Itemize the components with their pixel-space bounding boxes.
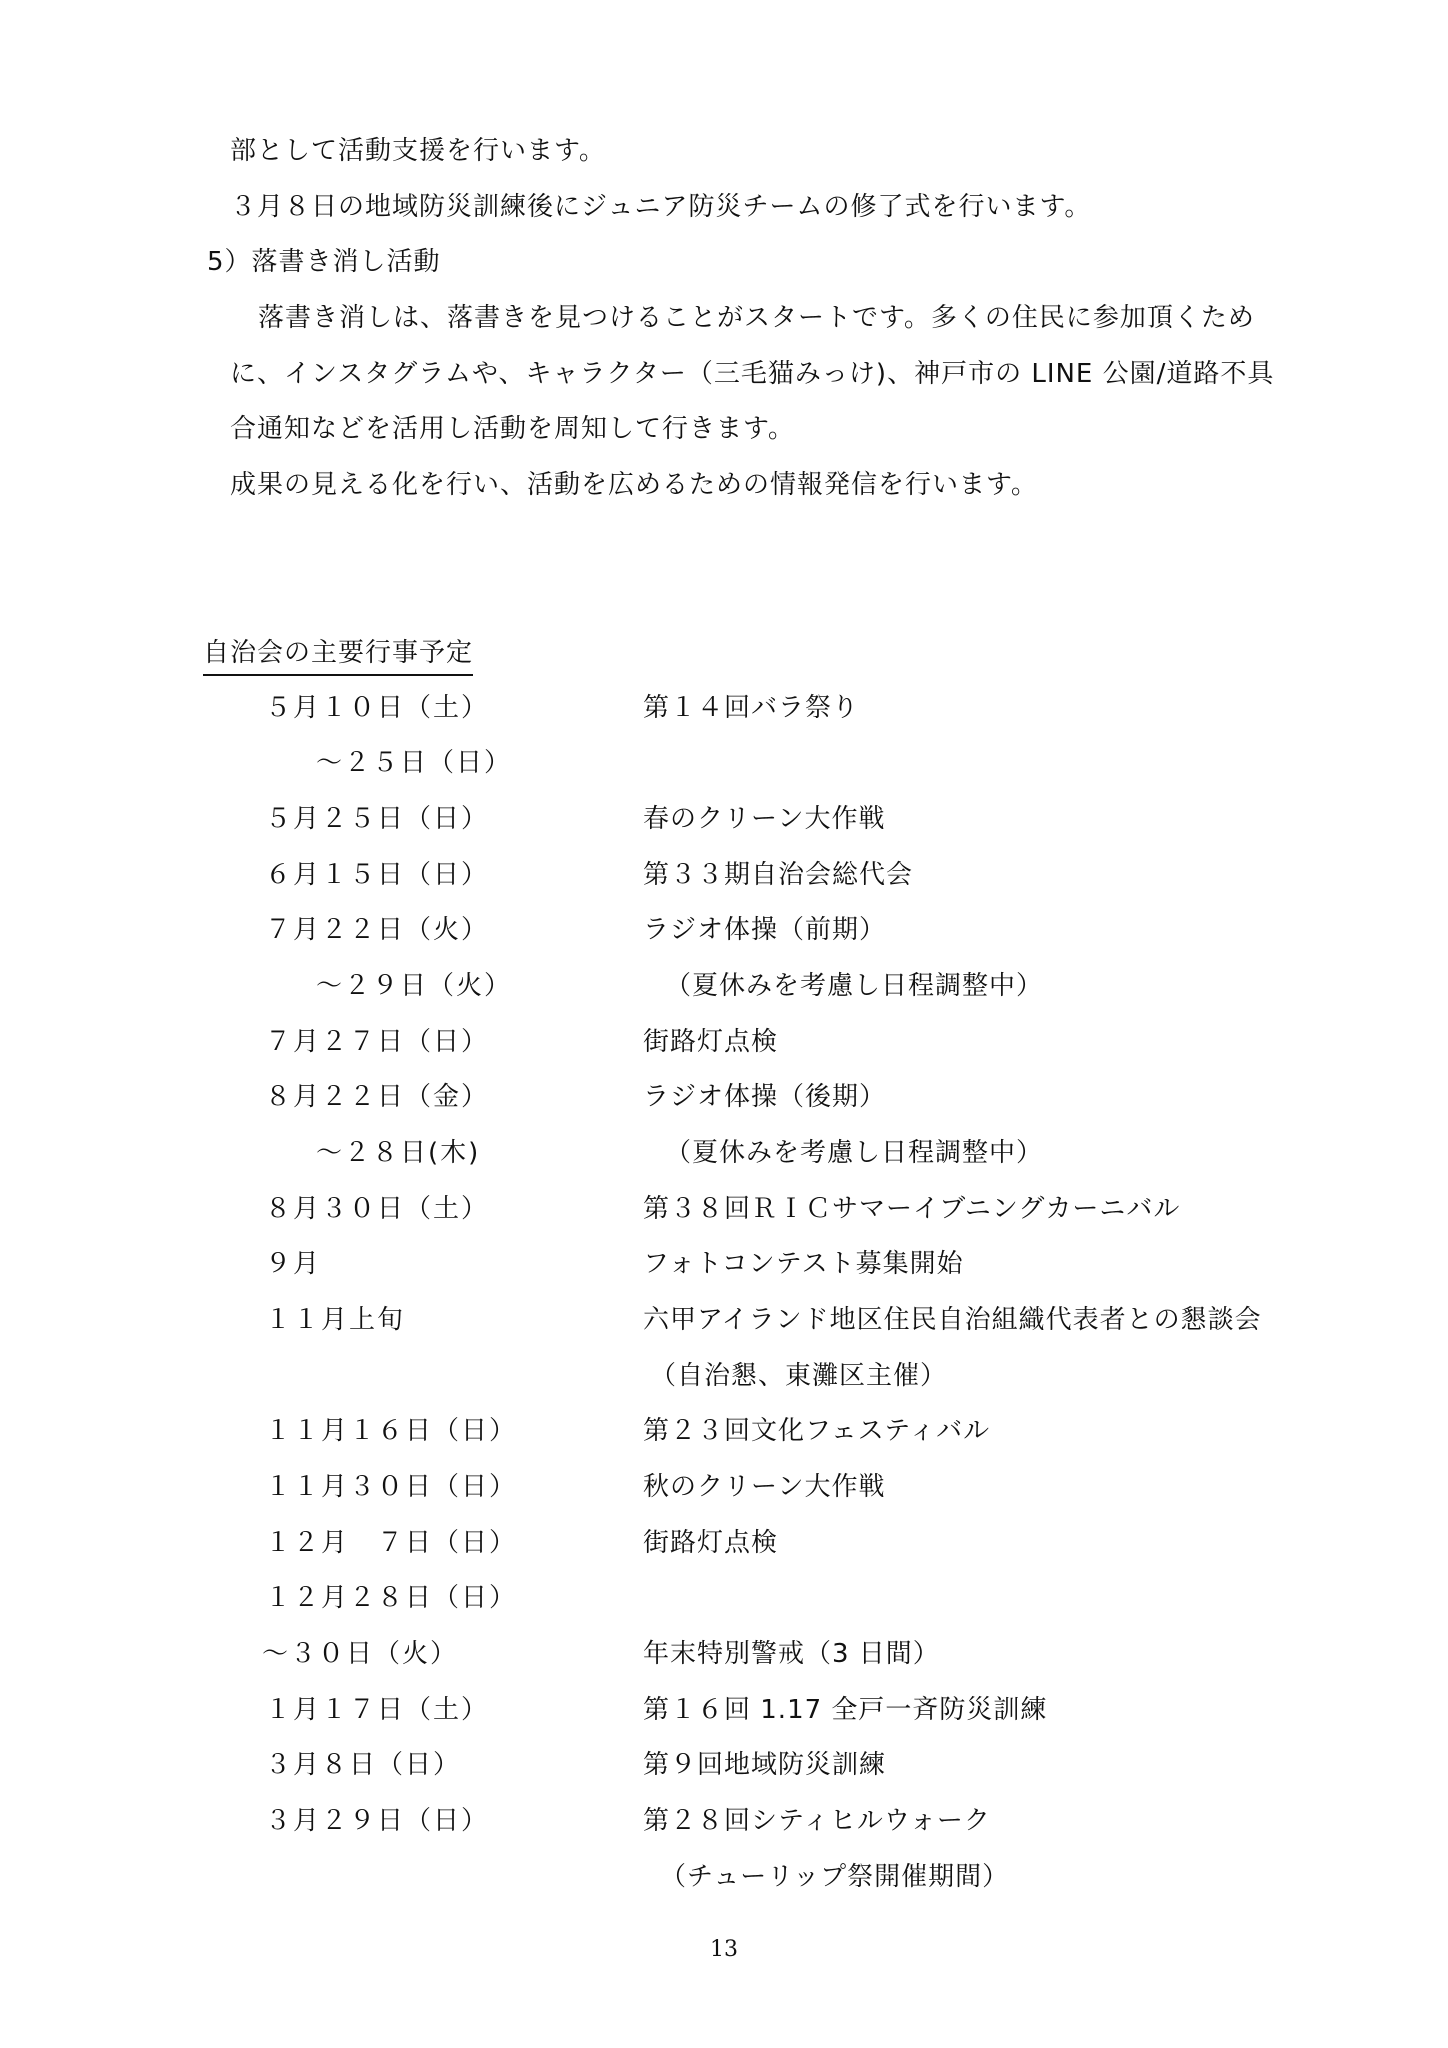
schedule-date: ３月２９日（日） <box>265 1806 490 1836</box>
schedule-date: ８月３０日（土） <box>265 1194 490 1224</box>
schedule-date: １１月３０日（日） <box>265 1472 518 1502</box>
schedule-event: ラジオ体操（前期） <box>643 915 887 945</box>
graffiti-heading: 5）落書き消し活動 <box>207 247 441 277</box>
intro-line-2: ３月８日の地域防災訓練後にジュニア防災チームの修了式を行います。 <box>230 192 1092 222</box>
schedule-date: ７月２２日（火） <box>265 915 490 945</box>
schedule-date: １月１７日（土） <box>265 1695 490 1725</box>
page-number: 13 <box>710 1937 738 1962</box>
schedule-event: （夏休みを考慮し日程調整中） <box>665 1138 1044 1168</box>
schedule-date: ～２８日(木) <box>316 1138 481 1168</box>
graffiti-line-3: 合通知などを活用し活動を周知して行きます。 <box>230 414 795 444</box>
schedule-event: 年末特別警戒（3 日間） <box>643 1639 940 1669</box>
schedule-event: 第３３期自治会総代会 <box>643 860 914 890</box>
schedule-event: 春のクリーン大作戦 <box>643 804 886 834</box>
intro-line-1: 部として活動支援を行います。 <box>230 136 606 166</box>
schedule-date: ～３０日（火） <box>262 1639 459 1669</box>
schedule-event: （自治懇、東灘区主催） <box>650 1361 948 1391</box>
schedule-event: 第２３回文化フェスティバル <box>643 1416 991 1446</box>
schedule-date: ８月２２日（金） <box>265 1082 490 1112</box>
schedule-date: ９月 <box>265 1249 322 1279</box>
graffiti-line-2: に、インスタグラムや、キャラクター（三毛猫みっけ)、神戸市の LINE 公園/道路不具 <box>230 359 1275 389</box>
schedule-title: 自治会の主要行事予定 <box>203 636 473 676</box>
graffiti-line-1: 落書き消しは、落書きを見つけることがスタートです。多くの住民に参加頂くため <box>258 303 1255 333</box>
schedule-event: （夏休みを考慮し日程調整中） <box>665 971 1044 1001</box>
schedule-date: １２月２８日（日） <box>265 1583 518 1613</box>
schedule-event: 第３８回ＲＩＣサマーイブニングカーニバル <box>643 1194 1181 1224</box>
schedule-date: ３月８日（日） <box>265 1750 462 1780</box>
schedule-date: ６月１５日（日） <box>265 860 490 890</box>
schedule-event: 第１４回バラ祭り <box>643 693 860 723</box>
schedule-date: ５月１０日（土） <box>265 693 490 723</box>
schedule-event: 六甲アイランド地区住民自治組織代表者との懇談会 <box>643 1305 1262 1335</box>
graffiti-line-4: 成果の見える化を行い、活動を広めるための情報発信を行います。 <box>230 470 1038 500</box>
schedule-date: ～２９日（火） <box>316 971 513 1001</box>
schedule-event: 秋のクリーン大作戦 <box>643 1472 886 1502</box>
schedule-date: ７月２７日（日） <box>265 1027 490 1057</box>
schedule-event: ラジオ体操（後期） <box>643 1082 887 1112</box>
schedule-event: 街路灯点検 <box>643 1027 779 1057</box>
schedule-event: 第２８回シティヒルウォーク <box>643 1806 991 1836</box>
schedule-date: ５月２５日（日） <box>265 804 490 834</box>
schedule-date: １２月 ７日（日） <box>265 1528 518 1558</box>
schedule-date: ～２５日（日） <box>316 748 513 778</box>
schedule-date: １１月上旬 <box>265 1305 406 1335</box>
schedule-event: フォトコンテスト募集開始 <box>643 1249 964 1279</box>
schedule-event: 街路灯点検 <box>643 1528 779 1558</box>
schedule-event: 第１６回 1.17 全戸一斉防災訓練 <box>643 1695 1048 1725</box>
schedule-date: １１月１６日（日） <box>265 1416 518 1446</box>
schedule-event: （チューリップ祭開催期間） <box>660 1862 1010 1892</box>
schedule-event: 第９回地域防災訓練 <box>643 1750 887 1780</box>
